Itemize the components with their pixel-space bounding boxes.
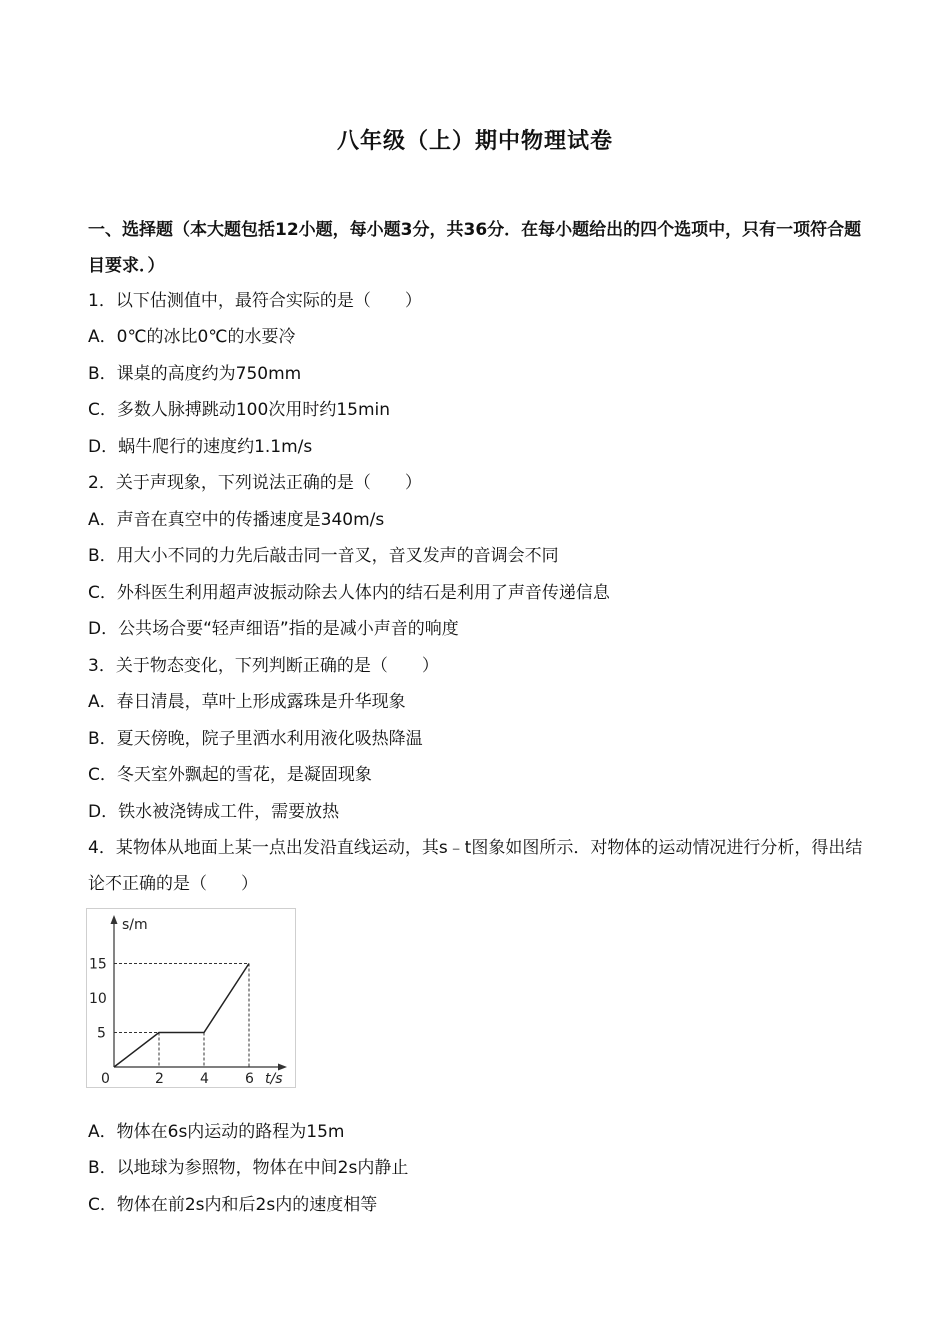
q1-stem: 1．以下估测值中，最符合实际的是（ ） bbox=[88, 291, 422, 311]
y-tick-label-0: 5 bbox=[97, 1025, 106, 1042]
q3-stem: 3．关于物态变化，下列判断正确的是（ ） bbox=[88, 656, 439, 676]
y-tick-label-1: 10 bbox=[89, 991, 107, 1007]
q1-option-c: C．多数人脉搏跳动100次用时约15min bbox=[88, 400, 391, 420]
x-axis-arrow bbox=[278, 1064, 287, 1071]
x-tick-label-3: 6 bbox=[245, 1071, 254, 1087]
q4-option-b: B．以地球为参照物，物体在中间2s内静止 bbox=[88, 1158, 409, 1178]
q3-option-d: D．铁水被浇铸成工件，需要放热 bbox=[88, 802, 340, 822]
x-axis-label: t/s bbox=[265, 1071, 283, 1087]
q2-option-a: A．声音在真空中的传播速度是340m/s bbox=[88, 510, 385, 530]
q2-option-b: B．用大小不同的力先后敲击同一音叉，音叉发声的音调会不同 bbox=[88, 546, 559, 566]
x-tick-label-2: 4 bbox=[200, 1071, 209, 1087]
x-tick-label-1: 2 bbox=[155, 1071, 164, 1087]
q2-stem: 2．关于声现象，下列说法正确的是（ ） bbox=[88, 473, 422, 493]
q2-option-c: C．外科医生利用超声波振动除去人体内的结石是利用了声音传递信息 bbox=[88, 583, 610, 603]
q4-option-c: C．物体在前2s内和后2s内的速度相等 bbox=[88, 1195, 378, 1215]
q1-option-d: D．蜗牛爬行的速度约1.1m/s bbox=[88, 437, 313, 457]
x-tick-label-0: 0 bbox=[101, 1071, 110, 1087]
q3-option-c: C．冬天室外飘起的雪花，是凝固现象 bbox=[88, 765, 372, 785]
y-axis-label: s/m bbox=[122, 917, 148, 933]
series-line bbox=[114, 964, 249, 1068]
q3-option-b: B．夏天傍晚，院子里洒水利用液化吸热降温 bbox=[88, 729, 423, 749]
q4-option-a: A．物体在6s内运动的路程为15m bbox=[88, 1122, 345, 1142]
page-title: 八年级（上）期中物理试卷 bbox=[336, 129, 613, 154]
q2-option-d: D．公共场合要“轻声细语”指的是减小声音的响度 bbox=[88, 619, 459, 639]
q1-option-b: B．课桌的高度约为750mm bbox=[88, 364, 302, 384]
y-tick-label-2: 15 bbox=[89, 956, 107, 973]
y-axis-arrow bbox=[111, 915, 118, 924]
q4-stem: 4．某物体从地面上某一点出发沿直线运动，其s﹣t图象如图所示．对物体的运动情况进行分析，得出结论不正确的是（ ） bbox=[88, 838, 863, 894]
st-graph bbox=[86, 908, 296, 1088]
st-graph-svg bbox=[87, 909, 295, 1087]
q3-option-a: A．春日清晨，草叶上形成露珠是升华现象 bbox=[88, 692, 406, 712]
q1-option-a: A．0℃的冰比0℃的水要冷 bbox=[88, 327, 296, 347]
section-heading: 一、选择题（本大题包括12小题，每小题3分，共36分．在每小题给出的四个选项中，只有一项符合题目要求．） bbox=[88, 220, 862, 276]
